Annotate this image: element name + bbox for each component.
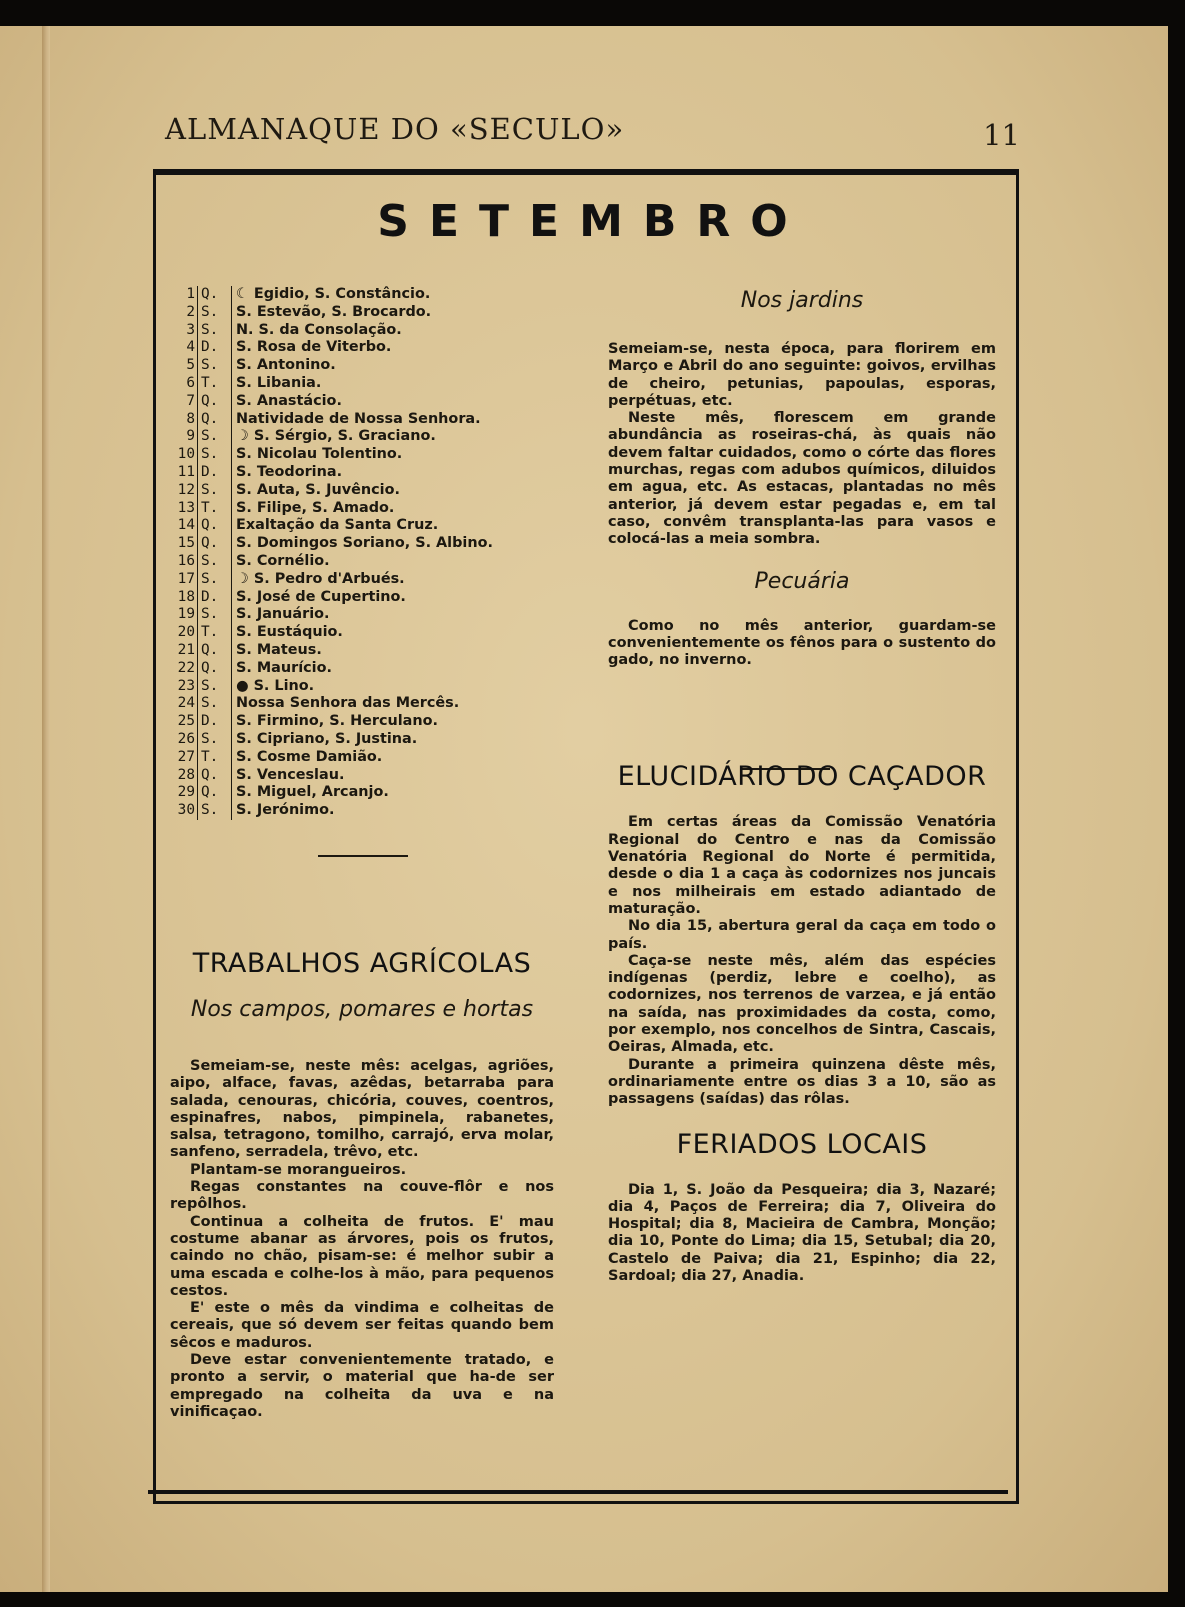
calendar-saint: S. Anastácio. (231, 393, 342, 411)
calendar-weekday: S. (197, 695, 231, 713)
jardins-paragraph: Semeiam-se, nesta época, para florirem em Março e Abril do ano seguinte: goivos, ervilhas de cheiro, petunias, papoulas, esporas, perpétuas, etc. (608, 341, 996, 409)
calendar-row (166, 393, 493, 411)
calendar-weekday: S. (197, 731, 231, 749)
calendar-saint: ☽ S. Pedro d'Arbués. (231, 571, 405, 589)
calendar-saint: S. Estevão, S. Brocardo. (231, 304, 431, 322)
calendar-day: 9 (186, 428, 195, 445)
trabalhos-paragraph: Continua a colheita de frutos. E' mau costume abanar as árvores, pois os frutos, caindo no chão, pisam-se: é melhor subir a uma escada e colhe-los à mão, para pequenos cestos. (170, 1213, 554, 1299)
calendar-weekday: T. (197, 500, 231, 518)
calendar-day: 2 (186, 303, 195, 320)
calendar-saint: S. Miguel, Arcanjo. (231, 784, 389, 802)
calendar-weekday: S. (197, 553, 231, 571)
jardins-paragraph: Neste mês, florescem em grande abundância as roseiras-chá, às quais não devem faltar cuidados, como o córte das flores murchas, regas com adubos químicos, diluidos em agua, etc. As estacas, plantadas no mês anterior, já devem estar pegadas e, em tal caso, convêm transplanta-las para vasos e colocá-las a meia sombra. (608, 410, 996, 548)
calendar-row (166, 500, 493, 518)
trabalhos-paragraph: Plantam-se morangueiros. (190, 1161, 407, 1178)
calendar-weekday: D. (197, 339, 231, 357)
calendar-weekday: Q. (197, 517, 231, 535)
calendar-weekday: D. (197, 713, 231, 731)
cacador-title: ELUCIDÁRIO DO CAÇADOR (617, 761, 987, 793)
calendar-saint: Natividade de Nossa Senhora. (231, 411, 481, 429)
calendar-weekday: S. (197, 357, 231, 375)
saints-calendar (166, 286, 493, 820)
calendar-row (166, 571, 493, 589)
calendar-weekday: D. (197, 589, 231, 607)
calendar-saint: ☾ Egidio, S. Constâncio. (231, 286, 430, 304)
calendar-day: 23 (177, 677, 195, 694)
calendar-weekday: Q. (197, 393, 231, 411)
calendar-day: 3 (186, 321, 195, 338)
calendar-weekday: S. (197, 304, 231, 322)
calendar-day: 16 (177, 552, 195, 569)
calendar-day: 11 (177, 463, 195, 480)
calendar-weekday: Q. (197, 411, 231, 429)
calendar-weekday: S. (197, 678, 231, 696)
calendar-saint: Exaltação da Santa Cruz. (231, 517, 438, 535)
calendar-day: 17 (177, 570, 195, 587)
calendar-day: 21 (177, 641, 195, 658)
calendar-weekday: Q. (197, 767, 231, 785)
calendar-day: 19 (177, 606, 195, 623)
calendar-weekday: Q. (197, 660, 231, 678)
calendar-day: 5 (186, 357, 195, 374)
calendar-row (166, 713, 493, 731)
calendar-saint: S. Maurício. (231, 660, 332, 678)
right-column (608, 286, 996, 1285)
calendar-row (166, 357, 493, 375)
cacador-paragraph: Em certas áreas da Comissão Venatória Regional do Centro e nas da Comissão Venatória Regional do Norte é permitida, desde o dia 1 a caça às codornizes nos juncais e nos milheirais em estado adiantado de maturação. (608, 814, 996, 917)
calendar-saint: S. Cipriano, S. Justina. (231, 731, 417, 749)
calendar-saint: S. Antonino. (231, 357, 336, 375)
calendar-day: 18 (177, 588, 195, 605)
calendar-row (166, 517, 493, 535)
calendar-row (166, 339, 493, 357)
calendar-day: 6 (186, 374, 195, 391)
trabalhos-title: TRABALHOS AGRÍCOLAS (192, 948, 532, 979)
calendar-weekday: T. (197, 749, 231, 767)
calendar-weekday: S. (197, 322, 231, 340)
calendar-saint: S. José de Cupertino. (231, 589, 406, 607)
calendar-day: 10 (177, 446, 195, 463)
cacador-paragraph: No dia 15, abertura geral da caça em todo o país. (608, 918, 996, 952)
calendar-day: 8 (186, 410, 195, 427)
calendar-weekday: S. (197, 802, 231, 820)
calendar-row (166, 322, 493, 340)
calendar-row (166, 606, 493, 624)
calendar-weekday: S. (197, 428, 231, 446)
calendar-weekday: Q. (197, 784, 231, 802)
calendar-row (166, 695, 493, 713)
calendar-row (166, 642, 493, 660)
calendar-saint: S. Libania. (231, 375, 321, 393)
calendar-weekday: S. (197, 571, 231, 589)
divider-left (318, 855, 408, 857)
calendar-day: 26 (177, 730, 195, 747)
trabalhos-paragraph: Deve estar convenientemente tratado, e pronto a servir, o material que ha-de ser empregado na colheita da uva e na vinificaçao. (170, 1352, 554, 1420)
calendar-day: 22 (177, 659, 195, 676)
calendar-saint: S. Teodorina. (231, 464, 342, 482)
calendar-saint: S. Jerónimo. (231, 802, 334, 820)
calendar-day: 4 (186, 339, 195, 356)
calendar-saint: S. Eustáquio. (231, 624, 343, 642)
calendar-weekday: D. (197, 464, 231, 482)
pecuaria-title: Pecuária (754, 568, 850, 594)
left-column (170, 948, 554, 1421)
calendar-day: 29 (177, 784, 195, 801)
calendar-row (166, 535, 493, 553)
month-title: SETEMBRO (377, 196, 808, 247)
calendar-saint: S. Nicolau Tolentino. (231, 446, 402, 464)
calendar-row (166, 624, 493, 642)
calendar-day: 24 (177, 695, 195, 712)
calendar-saint: S. Auta, S. Juvêncio. (231, 482, 400, 500)
calendar-saint: ● S. Lino. (231, 678, 314, 696)
calendar-weekday: S. (197, 446, 231, 464)
calendar-row (166, 375, 493, 393)
calendar-day: 27 (177, 748, 195, 765)
calendar-day: 14 (177, 517, 195, 534)
calendar-day: 15 (177, 535, 195, 552)
trabalhos-paragraph: Semeiam-se, neste mês: acelgas, agriões, aipo, alface, favas, azêdas, betarraba para salada, cenouras, chicória, couves, coentros, espinafres, nabos, pimpinela, rabanetes, salsa, tetragono, tomilho, carrajó, erva molar, sanfeno, serradela, trêvo, etc. (170, 1058, 554, 1161)
frame-bottom-rule (148, 1490, 1008, 1494)
page-number: 11 (983, 118, 1020, 152)
calendar-row (166, 411, 493, 429)
calendar-row (166, 304, 493, 322)
calendar-weekday: Q. (197, 642, 231, 660)
calendar-weekday: S. (197, 606, 231, 624)
calendar-row (166, 749, 493, 767)
calendar-weekday: Q. (197, 535, 231, 553)
calendar-row (166, 678, 493, 696)
cacador-paragraph: Durante a primeira quinzena dêste mês, ordinariamente entre os dias 3 a 10, são as passagens (saídas) das rôlas. (608, 1056, 996, 1108)
calendar-saint: ☽ S. Sérgio, S. Graciano. (231, 428, 436, 446)
calendar-row (166, 802, 493, 820)
calendar-weekday: Q. (197, 286, 231, 304)
calendar-weekday: T. (197, 624, 231, 642)
calendar-saint: Nossa Senhora das Mercês. (231, 695, 459, 713)
calendar-row (166, 464, 493, 482)
trabalhos-paragraph: Regas constantes na couve-flôr e nos repôlhos. (170, 1179, 554, 1213)
calendar-saint: S. Rosa de Viterbo. (231, 339, 391, 357)
calendar-day: 20 (177, 624, 195, 641)
calendar-row (166, 731, 493, 749)
calendar-saint: N. S. da Consolação. (231, 322, 402, 340)
trabalhos-paragraph: E' este o mês da vindima e colheitas de cereais, que só devem ser feitas quando bem sêcos e maduros. (170, 1300, 554, 1351)
calendar-saint: S. Januário. (231, 606, 330, 624)
trabalhos-subtitle: Nos campos, pomares e hortas (190, 997, 534, 1022)
calendar-row (166, 589, 493, 607)
calendar-row (166, 553, 493, 571)
calendar-day: 7 (186, 392, 195, 409)
calendar-row (166, 446, 493, 464)
calendar-row (166, 286, 493, 304)
calendar-row (166, 784, 493, 802)
running-title: ALMANAQUE DO «SECULO» (165, 112, 625, 146)
calendar-day: 12 (177, 481, 195, 498)
calendar-saint: S. Venceslau. (231, 767, 344, 785)
calendar-day: 25 (177, 713, 195, 730)
calendar-saint: S. Cornélio. (231, 553, 330, 571)
calendar-day: 30 (177, 802, 195, 819)
calendar-weekday: S. (197, 482, 231, 500)
calendar-saint: S. Filipe, S. Amado. (231, 500, 394, 518)
calendar-saint: S. Cosme Damião. (231, 749, 382, 767)
calendar-saint: S. Domingos Soriano, S. Albino. (231, 535, 493, 553)
cacador-paragraph: Caça-se neste mês, além das espécies indígenas (perdiz, lebre e coelho), as codornizes, nos terrenos de varzea, e já então na saída, nas proximidades da costa, como, por exemplo, nos concelhos de Sintra, Cascais, Oeiras, Almada, etc. (608, 952, 996, 1056)
calendar-row (166, 767, 493, 785)
feriados-title: FERIADOS LOCAIS (676, 1128, 928, 1160)
calendar-row (166, 482, 493, 500)
calendar-day: 1 (186, 286, 195, 302)
calendar-row (166, 428, 493, 446)
calendar-saint: S. Firmino, S. Herculano. (231, 713, 438, 731)
calendar-day: 13 (177, 499, 195, 516)
pecuaria-paragraph: Como no mês anterior, guardam-se convenientemente os fênos para o sustento do gado, no inverno. (608, 617, 996, 669)
calendar-row (166, 660, 493, 678)
calendar-day: 28 (177, 766, 195, 783)
calendar-weekday: T. (197, 375, 231, 393)
calendar-saint: S. Mateus. (231, 642, 322, 660)
jardins-title: Nos jardins (740, 288, 864, 313)
feriados-paragraph: Dia 1, S. João da Pesqueira; dia 3, Nazaré; dia 4, Paços de Ferreira; dia 7, Oliveira do Hospital; dia 8, Macieira de Cambra, Monção; dia 10, Ponte do Lima; dia 15, Setubal; dia 20, Castelo de Paiva; dia 21, Espinho; dia 22, Sardoal; dia 27, Anadia. (608, 1181, 996, 1284)
page-spine (42, 26, 50, 1592)
